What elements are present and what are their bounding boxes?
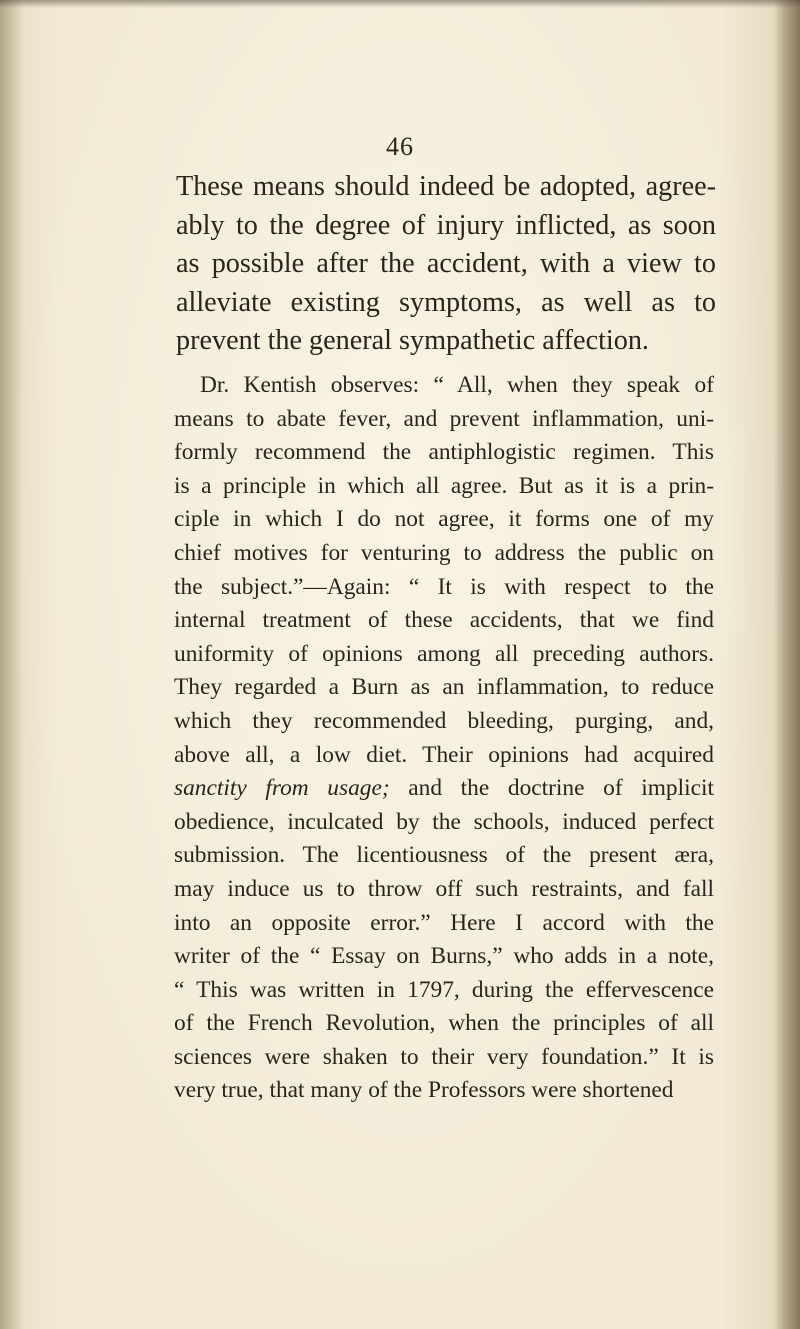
text-line: very true, that many of the Professors were shortened: [174, 1077, 674, 1104]
text-line: internal treatment of these accidents, that we find: [174, 607, 714, 634]
text-line: ably to the degree of injury inflicted, as soon: [176, 209, 716, 241]
text-line: writer of the “ Essay on Burns,” who adds in a note,: [174, 943, 714, 970]
text-line: is a principle in which all agree. But as it is a prin-: [174, 472, 714, 499]
text-line: obedience, inculcated by the schools, induced perfect: [174, 808, 714, 835]
text-line: into an opposite error.” Here I accord with the: [174, 909, 714, 936]
paragraph-opening: [176, 168, 716, 361]
paragraph-quotation: [174, 369, 714, 1108]
page-number: 46: [386, 132, 414, 161]
text-line-remainder: and the doctrine of implicit: [408, 775, 714, 802]
page-shadow-left: [0, 0, 22, 1329]
text-line: chief motives for venturing to address the public on: [174, 539, 714, 566]
text-line: ciple in which I do not agree, it forms one of my: [174, 506, 714, 533]
text-line: submission. The licentiousness of the present æra,: [174, 842, 714, 869]
page-edge-right: [774, 0, 800, 1329]
text-line: sciences were shaken to their very foundation.” It is: [174, 1043, 714, 1070]
text-line: alleviate existing symptoms, as well as to: [176, 286, 716, 318]
text-line: the subject.”—Again: “ It is with respect to the: [174, 573, 714, 600]
text-line: above all, a low diet. Their opinions had acquired: [174, 741, 714, 768]
text-line: “ This was written in 1797, during the effervescence: [174, 976, 714, 1003]
text-line: These means should indeed be adopted, agree-: [176, 171, 716, 202]
text-line: means to abate fever, and prevent inflammation, uni-: [174, 405, 714, 432]
italic-phrase: sanctity from usage;: [174, 775, 390, 802]
text-line: may induce us to throw off such restraints, and fall: [174, 875, 714, 902]
text-line: of the French Revolution, when the principles of all: [174, 1010, 714, 1037]
page-shadow-top: [0, 0, 800, 8]
text-line: which they recommended bleeding, purging, and,: [174, 707, 714, 734]
text-line: Dr. Kentish observes: “ All, when they speak of: [200, 372, 714, 398]
text-line: as possible after the accident, with a view to: [176, 248, 716, 279]
text-line: formly recommend the antiphlogistic regimen. This: [174, 439, 714, 466]
text-line: uniformity of opinions among all preceding authors.: [174, 640, 714, 667]
text-line: prevent the general sympathetic affection.: [176, 325, 649, 356]
text-line-with-italic: [174, 772, 714, 806]
text-line: They regarded a Burn as an inflammation, to reduce: [174, 674, 714, 701]
